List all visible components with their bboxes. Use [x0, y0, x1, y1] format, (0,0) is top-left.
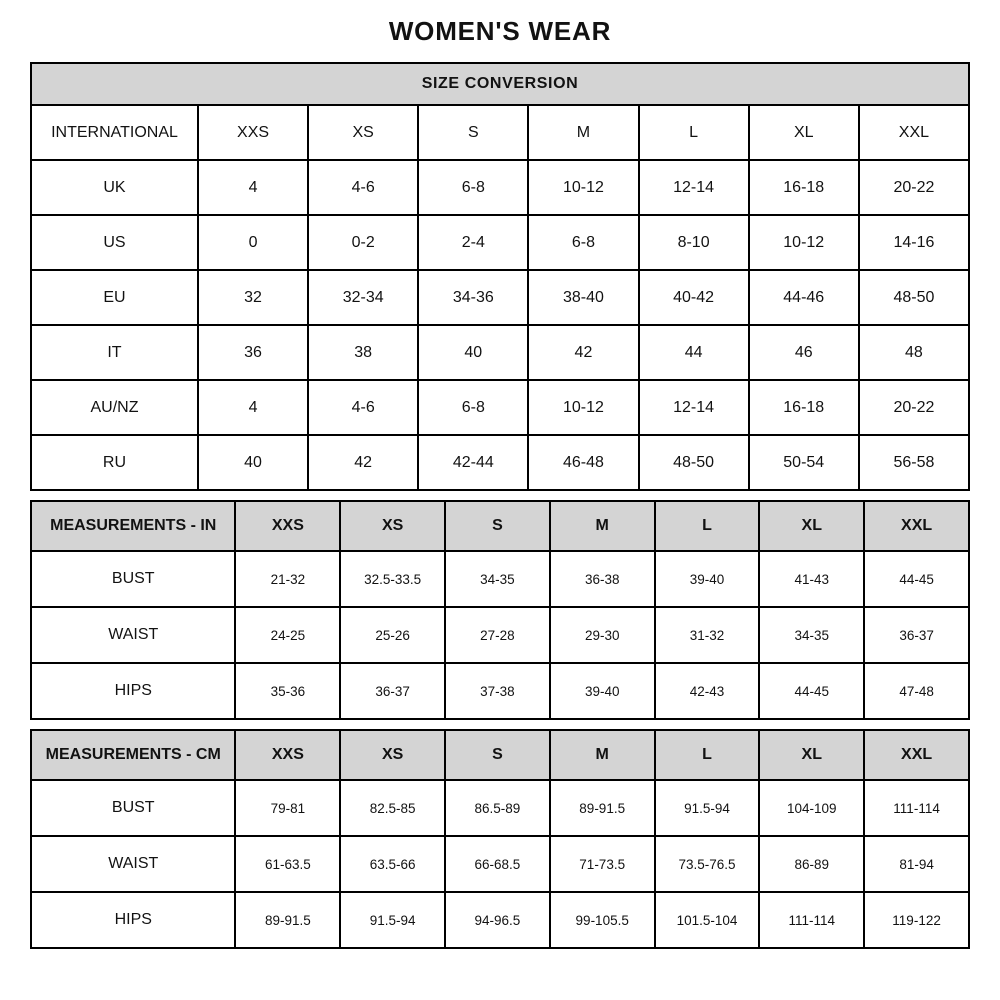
column-header: L: [655, 501, 760, 551]
column-header: M: [550, 730, 655, 780]
column-header: XL: [749, 105, 859, 160]
table-cell: 0: [198, 215, 308, 270]
table-cell: 89-91.5: [550, 780, 655, 836]
table-cell: 0-2: [308, 215, 418, 270]
table-cell: 61-63.5: [235, 836, 340, 892]
column-header: INTERNATIONAL: [31, 105, 198, 160]
table-row: [31, 780, 969, 836]
column-header: XS: [340, 730, 445, 780]
table-cell: 91.5-94: [340, 892, 445, 948]
table-cell: 32.5-33.5: [340, 551, 445, 607]
table-cell: 4: [198, 160, 308, 215]
row-label: BUST: [31, 780, 235, 836]
table-cell: 34-35: [759, 607, 864, 663]
table-cell: 16-18: [749, 160, 859, 215]
table-cell: 6-8: [528, 215, 638, 270]
table-cell: 14-16: [859, 215, 969, 270]
column-header: S: [418, 105, 528, 160]
size-conversion-table: [30, 62, 970, 491]
column-header-row: [31, 105, 969, 160]
measurements-in-table: [30, 500, 970, 720]
table-cell: 25-26: [340, 607, 445, 663]
table-cell: 32-34: [308, 270, 418, 325]
table-cell: 10-12: [749, 215, 859, 270]
table-row: [31, 892, 969, 948]
table-cell: 73.5-76.5: [655, 836, 760, 892]
table-cell: 31-32: [655, 607, 760, 663]
table-cell: 36: [198, 325, 308, 380]
table-cell: 29-30: [550, 607, 655, 663]
table-cell: 56-58: [859, 435, 969, 490]
table-row: [31, 270, 969, 325]
table-row: [31, 551, 969, 607]
table-cell: 10-12: [528, 380, 638, 435]
table-cell: 39-40: [655, 551, 760, 607]
table-cell: 42: [528, 325, 638, 380]
table-cell: 36-37: [340, 663, 445, 719]
table-cell: 6-8: [418, 380, 528, 435]
table-cell: 48: [859, 325, 969, 380]
table-cell: 46-48: [528, 435, 638, 490]
table-cell: 48-50: [859, 270, 969, 325]
row-label: US: [31, 215, 198, 270]
table-cell: 35-36: [235, 663, 340, 719]
table-cell: 8-10: [639, 215, 749, 270]
row-label: RU: [31, 435, 198, 490]
row-label: WAIST: [31, 836, 235, 892]
column-header: S: [445, 501, 550, 551]
table-cell: 40: [198, 435, 308, 490]
table-cell: 48-50: [639, 435, 749, 490]
table-cell: 91.5-94: [655, 780, 760, 836]
table-cell: 81-94: [864, 836, 969, 892]
table-cell: 34-35: [445, 551, 550, 607]
table-cell: 10-12: [528, 160, 638, 215]
table-cell: 63.5-66: [340, 836, 445, 892]
table-cell: 44-46: [749, 270, 859, 325]
table-cell: 101.5-104: [655, 892, 760, 948]
table-cell: 16-18: [749, 380, 859, 435]
table-cell: 40-42: [639, 270, 749, 325]
table-cell: 36-38: [550, 551, 655, 607]
row-label: IT: [31, 325, 198, 380]
table-cell: 44-45: [864, 551, 969, 607]
column-header: M: [550, 501, 655, 551]
table-title: SIZE CONVERSION: [31, 63, 969, 105]
row-label: BUST: [31, 551, 235, 607]
table-cell: 82.5-85: [340, 780, 445, 836]
table-row: [31, 663, 969, 719]
table-cell: 119-122: [864, 892, 969, 948]
table-title-row: [31, 63, 969, 105]
column-header: S: [445, 730, 550, 780]
table-cell: 20-22: [859, 380, 969, 435]
row-label: HIPS: [31, 663, 235, 719]
table-cell: 42-44: [418, 435, 528, 490]
column-header: L: [655, 730, 760, 780]
table-cell: 38-40: [528, 270, 638, 325]
table-cell: 21-32: [235, 551, 340, 607]
column-header-row: [31, 730, 969, 780]
table-row: [31, 160, 969, 215]
table-cell: 4-6: [308, 380, 418, 435]
column-header: XXL: [864, 730, 969, 780]
table-cell: 86-89: [759, 836, 864, 892]
table-cell: 44: [639, 325, 749, 380]
column-header: XS: [340, 501, 445, 551]
table-cell: 12-14: [639, 380, 749, 435]
table-row: [31, 215, 969, 270]
table-cell: 111-114: [864, 780, 969, 836]
table-cell: 32: [198, 270, 308, 325]
table-cell: 38: [308, 325, 418, 380]
row-label: UK: [31, 160, 198, 215]
measurements-cm-table: [30, 729, 970, 949]
table-cell: 41-43: [759, 551, 864, 607]
column-header: MEASUREMENTS - CM: [31, 730, 235, 780]
column-header: MEASUREMENTS - IN: [31, 501, 235, 551]
column-header: XS: [308, 105, 418, 160]
table-cell: 37-38: [445, 663, 550, 719]
table-row: [31, 607, 969, 663]
table-cell: 104-109: [759, 780, 864, 836]
table-cell: 6-8: [418, 160, 528, 215]
table-cell: 94-96.5: [445, 892, 550, 948]
column-header: XL: [759, 501, 864, 551]
table-cell: 71-73.5: [550, 836, 655, 892]
table-cell: 47-48: [864, 663, 969, 719]
table-cell: 42: [308, 435, 418, 490]
table-cell: 36-37: [864, 607, 969, 663]
table-cell: 34-36: [418, 270, 528, 325]
row-label: AU/NZ: [31, 380, 198, 435]
table-row: [31, 380, 969, 435]
table-cell: 89-91.5: [235, 892, 340, 948]
table-cell: 24-25: [235, 607, 340, 663]
column-header: XXL: [859, 105, 969, 160]
table-cell: 79-81: [235, 780, 340, 836]
table-cell: 4: [198, 380, 308, 435]
row-label: WAIST: [31, 607, 235, 663]
table-cell: 4-6: [308, 160, 418, 215]
column-header: XXS: [235, 501, 340, 551]
column-header: XXS: [198, 105, 308, 160]
column-header: XXL: [864, 501, 969, 551]
column-header: M: [528, 105, 638, 160]
table-cell: 44-45: [759, 663, 864, 719]
row-label: HIPS: [31, 892, 235, 948]
table-row: [31, 325, 969, 380]
column-header-row: [31, 501, 969, 551]
table-cell: 99-105.5: [550, 892, 655, 948]
table-cell: 42-43: [655, 663, 760, 719]
table-cell: 86.5-89: [445, 780, 550, 836]
table-cell: 39-40: [550, 663, 655, 719]
table-cell: 111-114: [759, 892, 864, 948]
page-title: WOMEN'S WEAR: [388, 16, 612, 46]
table-cell: 66-68.5: [445, 836, 550, 892]
column-header: XXS: [235, 730, 340, 780]
table-row: [31, 435, 969, 490]
table-cell: 46: [749, 325, 859, 380]
table-cell: 27-28: [445, 607, 550, 663]
row-label: EU: [31, 270, 198, 325]
table-row: [31, 836, 969, 892]
table-cell: 50-54: [749, 435, 859, 490]
column-header: L: [639, 105, 749, 160]
table-cell: 40: [418, 325, 528, 380]
table-cell: 20-22: [859, 160, 969, 215]
column-header: XL: [759, 730, 864, 780]
table-cell: 2-4: [418, 215, 528, 270]
table-cell: 12-14: [639, 160, 749, 215]
